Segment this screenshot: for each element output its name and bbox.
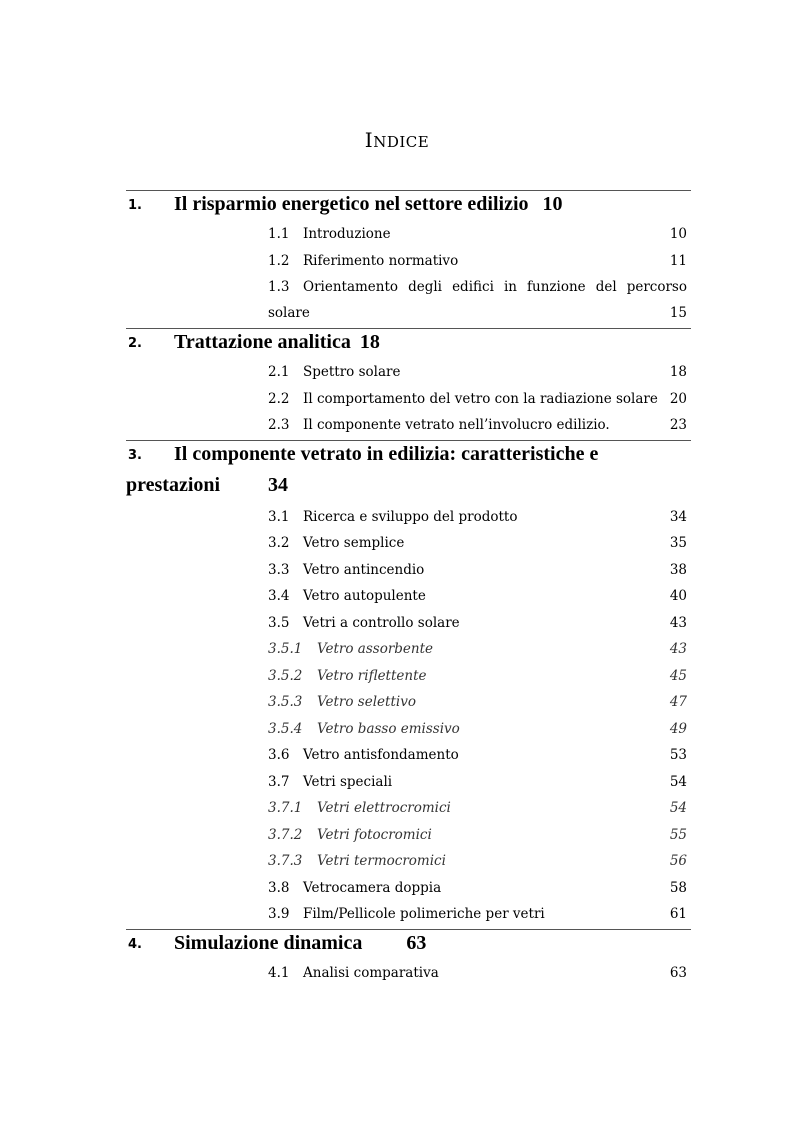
- toc-entry-wrapped[interactable]: [126, 275, 691, 328]
- chapter-page: 34: [268, 473, 288, 496]
- entry-title: Vetro assorbente: [317, 641, 434, 657]
- word: edifici: [452, 279, 494, 295]
- entry-number: 3.5.1: [268, 641, 303, 657]
- entry-title: Ricerca e sviluppo del prodotto: [303, 508, 518, 525]
- entry-title: Spettro solare: [303, 364, 401, 380]
- entry-number: 3.3: [268, 561, 290, 578]
- toc-entry[interactable]: [126, 360, 691, 387]
- entry-number: 3.4: [268, 588, 290, 604]
- entry-page: 34: [669, 508, 687, 525]
- entry-page: 35: [669, 535, 687, 551]
- entry-number: 1.2: [268, 252, 290, 269]
- entry-title: Riferimento normativo: [303, 252, 459, 269]
- entry-page: 45: [669, 667, 687, 684]
- entry-number: 3.8: [268, 879, 290, 896]
- chapter-title-line2: prestazioni: [126, 473, 221, 496]
- entry-title: Vetro selettivo: [317, 694, 416, 710]
- toc-entry[interactable]: [126, 505, 691, 532]
- toc-entry[interactable]: [126, 222, 691, 249]
- toc-subentry[interactable]: [126, 664, 691, 691]
- entry-page: 58: [669, 879, 687, 896]
- entry-number: 3.7.2: [268, 826, 303, 843]
- entry-page: 18: [669, 364, 687, 380]
- entry-page: 47: [669, 694, 687, 710]
- page-title: [0, 128, 794, 152]
- entry-title: Vetro basso emissivo: [317, 720, 460, 737]
- entry-number: 3.2: [268, 535, 290, 551]
- entry-number: 2.2: [268, 390, 290, 407]
- entry-page: 15: [669, 305, 687, 321]
- toc-subentry[interactable]: [126, 849, 691, 876]
- toc-entry[interactable]: [126, 413, 691, 440]
- toc-entry[interactable]: [126, 961, 691, 988]
- entry-number: 2.1: [268, 364, 290, 380]
- toc-entry[interactable]: [126, 743, 691, 770]
- toc-subentry[interactable]: [126, 823, 691, 850]
- entry-page: 11: [669, 252, 687, 269]
- entry-title: Vetri speciali: [303, 773, 393, 790]
- chapter-number: 2.: [128, 336, 142, 351]
- toc-entry[interactable]: [126, 531, 691, 558]
- entry-title: Vetrocamera doppia: [303, 879, 442, 896]
- title-first-letter: I: [364, 128, 374, 152]
- chapter-title: Il risparmio energetico nel settore edilizio: [174, 193, 529, 215]
- entry-title: Analisi comparativa: [303, 964, 439, 981]
- entry-number: 1.1: [268, 226, 290, 242]
- entry-number: 3.5.2: [268, 667, 303, 684]
- toc-entry[interactable]: [126, 770, 691, 797]
- entry-page: 63: [669, 964, 687, 981]
- toc-entry[interactable]: [126, 876, 691, 903]
- chapter-page: 63: [406, 931, 427, 954]
- entry-page: 38: [669, 561, 687, 578]
- table-of-contents: [126, 190, 691, 987]
- toc-subentry[interactable]: [126, 717, 691, 744]
- entry-title: Vetro autopulente: [303, 588, 426, 604]
- entry-number: 3.5: [268, 614, 290, 631]
- chapter-title: Simulazione dinamica: [174, 931, 363, 954]
- toc-subentry[interactable]: [126, 690, 691, 717]
- chapter-page: 18: [359, 331, 380, 353]
- title-rest: NDICE: [373, 133, 430, 151]
- entry-page: 61: [669, 906, 687, 922]
- entry-page: 53: [669, 747, 687, 763]
- entry-number: 2.3: [268, 417, 290, 433]
- chapter-number: 4.: [128, 936, 142, 952]
- entry-page: 43: [669, 614, 687, 631]
- entry-title: Vetri elettrocromici: [317, 800, 451, 816]
- entry-title-line2: solare: [268, 305, 310, 321]
- word: funzione: [527, 279, 586, 295]
- chapter-4-heading[interactable]: [126, 930, 691, 961]
- entry-title: Il componente vetrato nell’involucro edilizio.: [303, 417, 610, 433]
- entry-page: 20: [669, 390, 687, 407]
- entry-title: Vetro antincendio: [303, 561, 425, 578]
- chapter-title: Trattazione analitica: [174, 331, 351, 353]
- word: in: [503, 279, 517, 295]
- entry-title: Film/Pellicole polimeriche per vetri: [303, 906, 545, 922]
- chapter-number: 1.: [128, 198, 142, 213]
- entry-page: 55: [669, 826, 687, 843]
- entry-number: 3.7: [268, 773, 290, 790]
- entry-page: 43: [669, 641, 687, 657]
- entry-page: 56: [669, 853, 687, 869]
- word: del: [595, 279, 617, 295]
- toc-entry[interactable]: [126, 584, 691, 611]
- entry-page: 49: [669, 720, 687, 737]
- entry-page: 10: [669, 226, 687, 242]
- toc-entry[interactable]: [126, 611, 691, 638]
- entry-page: 23: [669, 417, 687, 433]
- chapter-number: 3.: [128, 447, 142, 463]
- toc-entry[interactable]: [126, 558, 691, 585]
- entry-title: Vetri fotocromici: [317, 826, 432, 843]
- entry-number: 3.5.4: [268, 720, 303, 737]
- entry-number: 3.9: [268, 906, 290, 922]
- chapter-1-heading[interactable]: [126, 191, 691, 222]
- entry-title: Vetri termocromici: [317, 853, 446, 869]
- toc-entry[interactable]: [126, 387, 691, 414]
- entry-number: 4.1: [268, 964, 290, 981]
- entry-page: 54: [669, 800, 687, 816]
- entry-title: Introduzione: [303, 226, 391, 242]
- entry-number: 1.3: [268, 279, 290, 295]
- toc-entry[interactable]: [126, 902, 691, 929]
- toc-subentry[interactable]: [126, 637, 691, 664]
- chapter-2-heading[interactable]: [126, 329, 691, 360]
- chapter-3-heading[interactable]: [126, 441, 691, 505]
- word: percorso: [626, 279, 687, 295]
- entry-number: 3.1: [268, 508, 290, 525]
- entry-title-line1: [303, 279, 687, 295]
- chapter-title-line1: Il componente vetrato in edilizia: caratteristiche e: [174, 442, 599, 465]
- entry-title: Vetro antisfondamento: [303, 747, 459, 763]
- entry-title: Vetro semplice: [303, 535, 405, 551]
- entry-title: Vetri a controllo solare: [303, 614, 460, 631]
- entry-number: 3.6: [268, 747, 290, 763]
- toc-entry[interactable]: [126, 249, 691, 276]
- word: degli: [408, 279, 443, 295]
- toc-subentry[interactable]: [126, 796, 691, 823]
- entry-number: 3.7.1: [268, 800, 303, 816]
- entry-page: 40: [669, 588, 687, 604]
- word: Orientamento: [303, 279, 399, 295]
- entry-page: 54: [669, 773, 687, 790]
- entry-number: 3.7.3: [268, 853, 303, 869]
- entry-title: Il comportamento del vetro con la radiazione solare: [303, 390, 658, 407]
- chapter-page: 10: [542, 193, 563, 215]
- entry-number: 3.5.3: [268, 694, 303, 710]
- entry-title: Vetro riflettente: [317, 667, 427, 684]
